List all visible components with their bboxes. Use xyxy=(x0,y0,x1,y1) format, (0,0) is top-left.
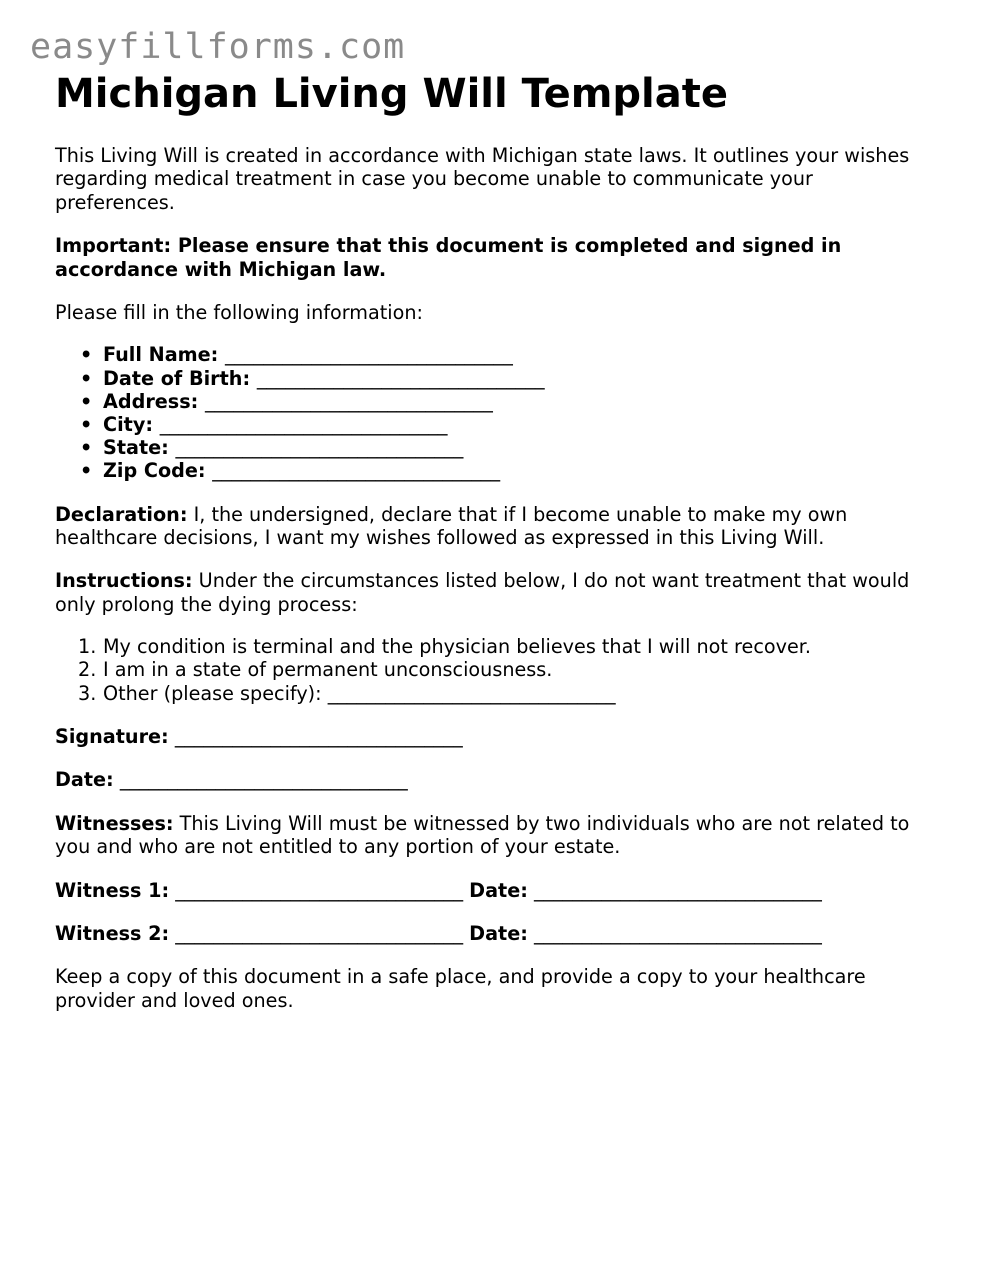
witness-1-blank[interactable]: ______________________________ xyxy=(175,878,464,902)
date-of-birth-field[interactable] xyxy=(80,366,935,390)
witness-1-date-label: Date: xyxy=(469,878,528,902)
condition-item xyxy=(78,658,935,682)
witness-2-label: Witness 2: xyxy=(55,921,170,945)
blank-line[interactable]: ______________________________ xyxy=(159,413,448,437)
intro-paragraph: This Living Will is created in accordance with Michigan state laws. It outlines your wishes regarding medical treatment in case you become unable to communicate your preferences. xyxy=(55,144,910,214)
blank-line[interactable]: ______________________________ xyxy=(225,343,513,367)
bullet-icon: • xyxy=(80,459,93,483)
bullet-icon: • xyxy=(80,343,93,367)
instructions-paragraph xyxy=(55,569,935,616)
witnesses-label: Witnesses: xyxy=(55,811,174,835)
field-label: Zip Code: xyxy=(103,459,206,483)
witness-2-date-label: Date: xyxy=(469,921,528,945)
document-body xyxy=(55,70,935,1012)
field-label: Full Name: xyxy=(103,343,219,367)
blank-line[interactable]: ______________________________ xyxy=(212,459,501,483)
declaration-text: I, the undersigned, declare that if I become unable to make my own healthcare decisions, I want my wishes followed as expressed in this Living Will. xyxy=(55,502,848,550)
condition-item-other[interactable] xyxy=(78,681,935,705)
witness-2-date-blank[interactable]: ______________________________ xyxy=(534,921,822,945)
witness-2-row[interactable] xyxy=(55,922,935,945)
witness-1-row[interactable] xyxy=(55,879,935,902)
full-name-field[interactable] xyxy=(80,343,935,367)
condition-number: 1. xyxy=(78,635,97,659)
field-label: Date of Birth: xyxy=(103,366,251,390)
closing-paragraph: Keep a copy of this document in a safe place, and provide a copy to your healthcare provider and loved ones. xyxy=(55,965,866,1012)
field-label: Address: xyxy=(103,389,199,413)
zip-code-field[interactable] xyxy=(80,459,935,483)
signature-blank[interactable]: ______________________________ xyxy=(174,724,463,748)
witness-1-label: Witness 1: xyxy=(55,878,170,902)
signature-field[interactable] xyxy=(55,725,935,748)
date-field[interactable] xyxy=(55,768,935,791)
state-field[interactable] xyxy=(80,436,935,460)
witnesses-text: This Living Will must be witnessed by two individuals who are not related to you and who are not entitled to any portion of your estate. xyxy=(55,811,910,859)
witness-2-blank[interactable]: ______________________________ xyxy=(175,921,464,945)
blank-line[interactable]: ______________________________ xyxy=(175,436,464,460)
field-label: City: xyxy=(103,413,154,437)
declaration-label: Declaration: xyxy=(55,502,188,526)
date-blank[interactable]: ______________________________ xyxy=(119,768,408,792)
witnesses-paragraph xyxy=(55,812,935,859)
city-field[interactable] xyxy=(80,413,935,437)
personal-info-list xyxy=(55,343,935,482)
condition-number: 3. xyxy=(78,681,97,705)
field-label: State: xyxy=(103,436,169,460)
bullet-icon: • xyxy=(80,413,93,437)
conditions-list xyxy=(55,635,935,705)
date-label: Date: xyxy=(55,768,114,792)
witness-1-date-blank[interactable]: ______________________________ xyxy=(534,878,822,902)
fill-in-prompt: Please fill in the following information: xyxy=(55,301,423,325)
signature-label: Signature: xyxy=(55,724,169,748)
condition-number: 2. xyxy=(78,658,97,682)
address-field[interactable] xyxy=(80,389,935,413)
condition-text: I am in a state of permanent unconsciousness. xyxy=(103,658,553,682)
declaration-paragraph xyxy=(55,503,935,550)
blank-line[interactable]: ______________________________ xyxy=(256,366,545,390)
instructions-label: Instructions: xyxy=(55,569,193,593)
condition-text: My condition is terminal and the physician believes that I will not recover. xyxy=(103,635,811,659)
bullet-icon: • xyxy=(80,436,93,460)
bullet-icon: • xyxy=(80,389,93,413)
instructions-text: Under the circumstances listed below, I do not want treatment that would only prolong the dying process: xyxy=(55,569,910,616)
bullet-icon: • xyxy=(80,366,93,390)
watermark: easyfillforms.com xyxy=(30,27,406,67)
document-title: Michigan Living Will Template xyxy=(55,71,729,117)
condition-text[interactable]: Other (please specify): ______________________________ xyxy=(103,681,616,705)
important-notice: Important: Please ensure that this document is completed and signed in accordance with Michigan law. xyxy=(55,234,842,281)
condition-item xyxy=(78,635,935,659)
blank-line[interactable]: ______________________________ xyxy=(205,389,493,413)
